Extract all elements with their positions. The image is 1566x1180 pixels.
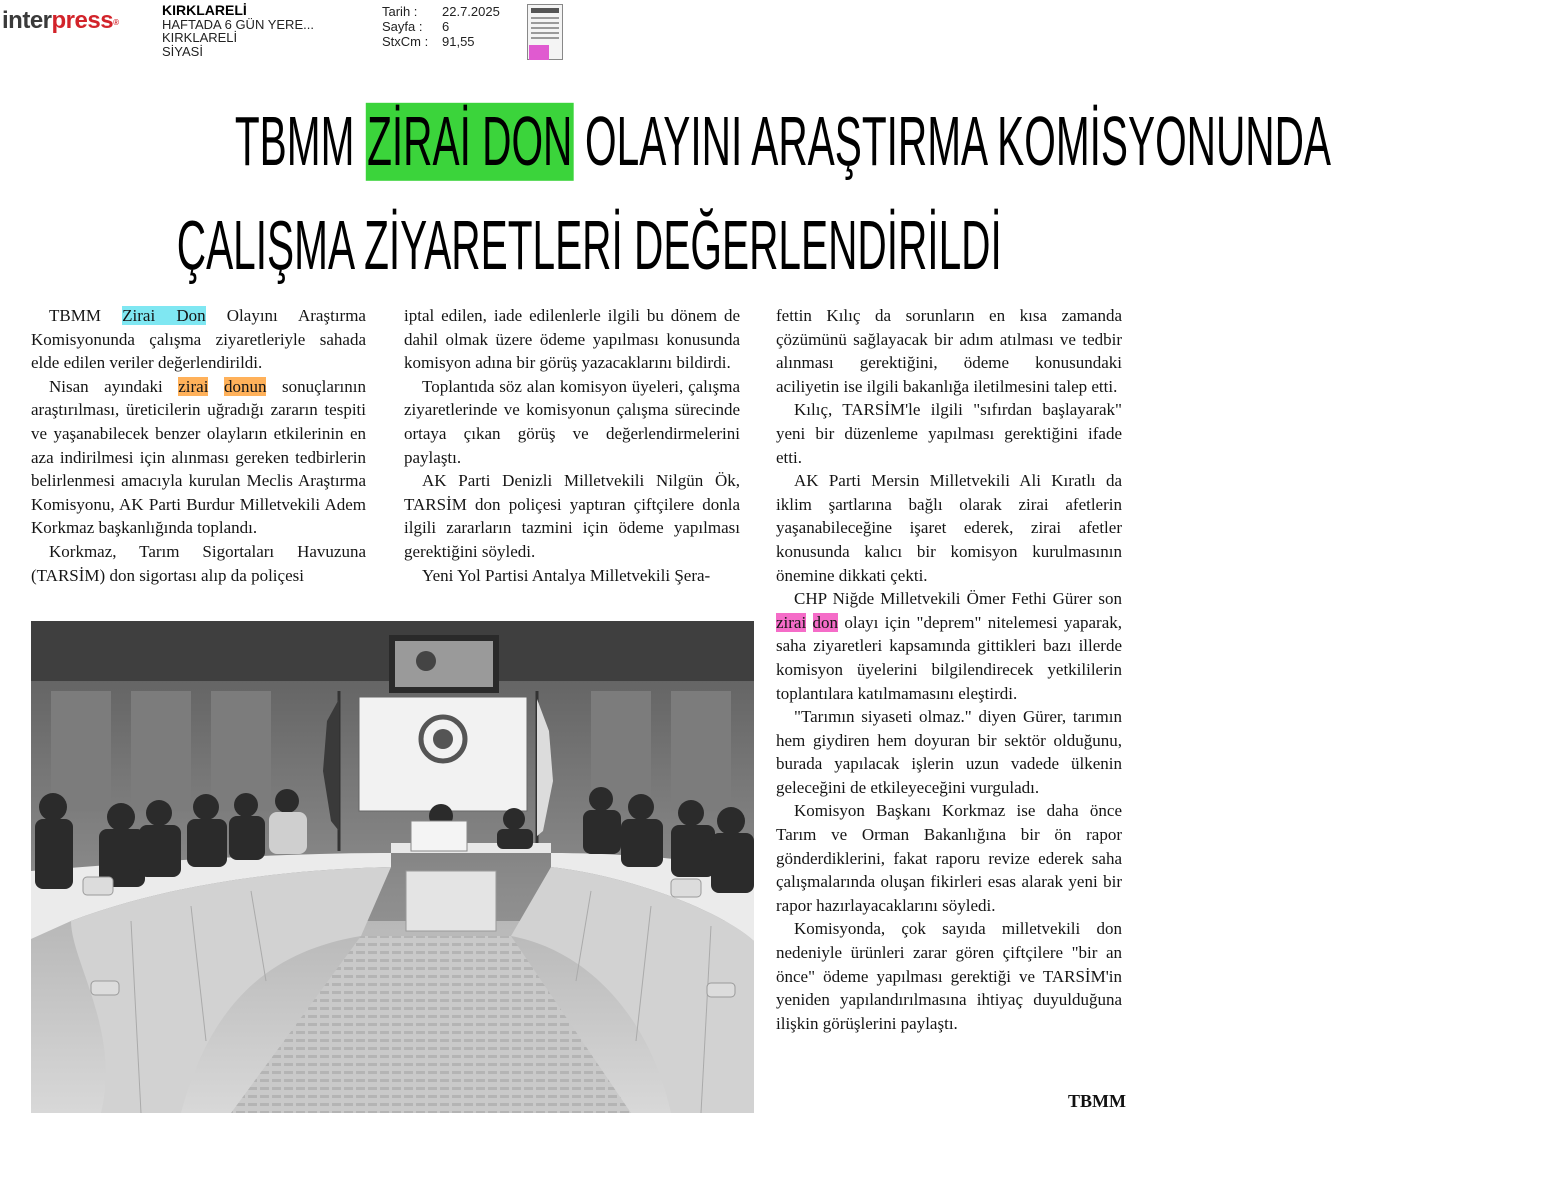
meta-value: 6 xyxy=(442,19,450,34)
paragraph xyxy=(31,375,366,540)
text: TBMM xyxy=(49,306,123,325)
publication-line: KIRKLARELİ xyxy=(162,30,238,45)
thumbnail-line xyxy=(531,22,559,24)
headline-highlight: ZİRAİ DON xyxy=(367,102,573,181)
thumbnail-line xyxy=(531,37,559,39)
headline-text: OLAYINI ARAŞTIRMA KOMİSYONUNDA xyxy=(573,102,1332,181)
meta-value: 22.7.2025 xyxy=(442,4,500,19)
thumbnail-line xyxy=(531,32,559,34)
paragraph: Komisyon Başkanı Korkmaz ise daha önce Tarım ve Orman Bakanlığına bir ön rapor gönderdiklerini, fakat raporu revize ederek saha çalışmalarında oluşan fikirleri esas alarak yeni bir rapor hazırlayacaklarını söyledi. xyxy=(776,801,1122,915)
paragraph: "Tarımın siyaseti olmaz." diyen Gürer, tarımın hem giydiren hem doyuran bir sektör olduğunu, burada yapılacak işlerin uzun vadede ülkenin geleceğini de etkileyeceğini vurguladı. xyxy=(776,707,1122,797)
keyword-highlight: Zirai Don xyxy=(122,306,206,325)
clip-meta xyxy=(382,4,500,49)
thumbnail-masthead xyxy=(531,8,559,13)
headline-text: TBMM xyxy=(234,102,366,181)
article-byline: TBMM xyxy=(1068,1091,1126,1111)
paragraph: Toplantıda söz alan komisyon üyeleri, çalışma ziyaretlerinde ve komisyonun çalışma sürecinde ortaya çıkan görüş ve değerlendirmelerini paylaştı. xyxy=(404,376,740,467)
meta-label: StxCm : xyxy=(382,34,429,49)
keyword-highlight: zirai xyxy=(776,612,807,632)
meeting-photo-illustration xyxy=(31,621,754,1113)
meta-row-page xyxy=(382,19,500,34)
paragraph: AK Parti Mersin Milletvekili Ali Kıratlı da iklim şartlarına bağlı olarak zirai afetlerin yaşanabileceğine işaret ederek, zirai afetler konusunda kalıcı bir komisyon kurulmasının önemine dikkati çekti. xyxy=(776,471,1122,585)
publication-line: HAFTADA 6 GÜN YERE... xyxy=(162,16,314,32)
meta-row-stxcm xyxy=(382,34,500,49)
paragraph xyxy=(776,587,1122,705)
interpress-logo xyxy=(2,6,118,36)
publication-name: KIRKLARELİ xyxy=(162,2,247,18)
logo-text-press: press xyxy=(51,7,114,34)
keyword-highlight: zirai xyxy=(178,376,209,396)
meta-value: 91,55 xyxy=(442,34,475,49)
logo-text-inter: inter xyxy=(2,7,52,34)
thumbnail-line xyxy=(531,17,559,19)
text: CHP Niğde Milletvekili Ömer Fethi Gürer son xyxy=(794,589,1122,609)
headline-line-2 xyxy=(0,196,1132,285)
keyword-highlight: donun xyxy=(223,376,267,396)
text: olayı için "deprem" nitelemesi yaparak, saha ziyaretleri kapsamında gittikleri bazı illerde komisyon üyelerini bilgilendirecek yetkililerin toplantılara katılmamasını eleştirdi. xyxy=(776,612,1122,703)
paragraph xyxy=(31,304,366,375)
paragraph: Komisyonda, çok sayıda milletvekili don nedeniyle ürünleri zarar gören çiftçilere "bir an önce" ödeme yapılması gerektiği ve TARSİM'in yeniden yapılandırılmasına ihtiyaç duyulduğuna ilişkin görüşlerini paylaştı. xyxy=(776,919,1122,1033)
text: Nisan ayındaki xyxy=(49,376,179,396)
article-column-3 xyxy=(776,304,1122,1035)
publication-line: SİYASİ xyxy=(162,43,203,59)
paragraph: AK Parti Denizli Milletvekili Nilgün Ök, TARSİM don poliçesi yaptıran çiftçilere donla ilgili zararların tazmini için ödeme yapılması gerektiğini söyledi. xyxy=(404,471,740,561)
text xyxy=(208,377,224,396)
article-column-2 xyxy=(404,304,740,587)
meeting-photo xyxy=(31,621,754,1113)
paragraph: Kılıç, TARSİM'le ilgili "sıfırdan başlayarak" yeni bir düzenleme yapılması gerektiğini ifade etti. xyxy=(776,400,1122,467)
paragraph: Korkmaz, Tarım Sigortaları Havuzuna (TARSİM) don sigortası alıp da poliçesi xyxy=(31,541,366,585)
keyword-highlight: don xyxy=(812,612,839,632)
text: sonuçlarının araştırılması, üreticilerin uğradığı zararın tespiti ve yaşanabilecek benzer olayların etkilerinin en aza indirilmesi için alınması gereken tedbirlerin belirlenmesi amacıyla kurulan Meclis Araştırma Komisyonu, AK Parti Burdur Milletvekili Adem Korkmaz başkanlığında toplandı. xyxy=(31,376,367,538)
meta-label: Tarih : xyxy=(382,4,418,19)
text xyxy=(806,613,812,632)
paragraph: iptal edilen, iade edilenlerle ilgili bu dönem de dahil olmak üzere ödeme yapılması konusunda komisyon adına bir görüş yazacaklarını bildirdi. xyxy=(404,306,740,373)
text: Olayını Araştırma Komisyonunda çalışma ziyaretleriyle sahada elde edilen veriler değerlendirildi. xyxy=(31,306,366,373)
paragraph: fettin Kılıç da sorunların en kısa zamanda çözümünü sağlayacak bir adım atılması ve tedbir alınması gerektiğini, ödeme konusundaki aciliyetin ise ilgili bakanlığa iletilmesini talep etti. xyxy=(776,306,1122,396)
thumbnail-line xyxy=(531,27,559,29)
paragraph: Yeni Yol Partisi Antalya Milletvekili Şera- xyxy=(422,565,711,585)
logo-registered-mark: ® xyxy=(113,18,119,27)
meta-row-date xyxy=(382,4,500,19)
page-thumbnail[interactable] xyxy=(527,4,563,60)
publication-info xyxy=(162,4,314,58)
thumbnail-article-highlight xyxy=(529,45,549,60)
headline-line-1 xyxy=(0,92,1332,181)
headline-text: ÇALIŞMA ZİYARETLERİ DEĞERLENDİRİLDİ xyxy=(176,206,1002,285)
article-column-1 xyxy=(31,304,366,587)
meta-label: Sayfa : xyxy=(382,19,423,34)
